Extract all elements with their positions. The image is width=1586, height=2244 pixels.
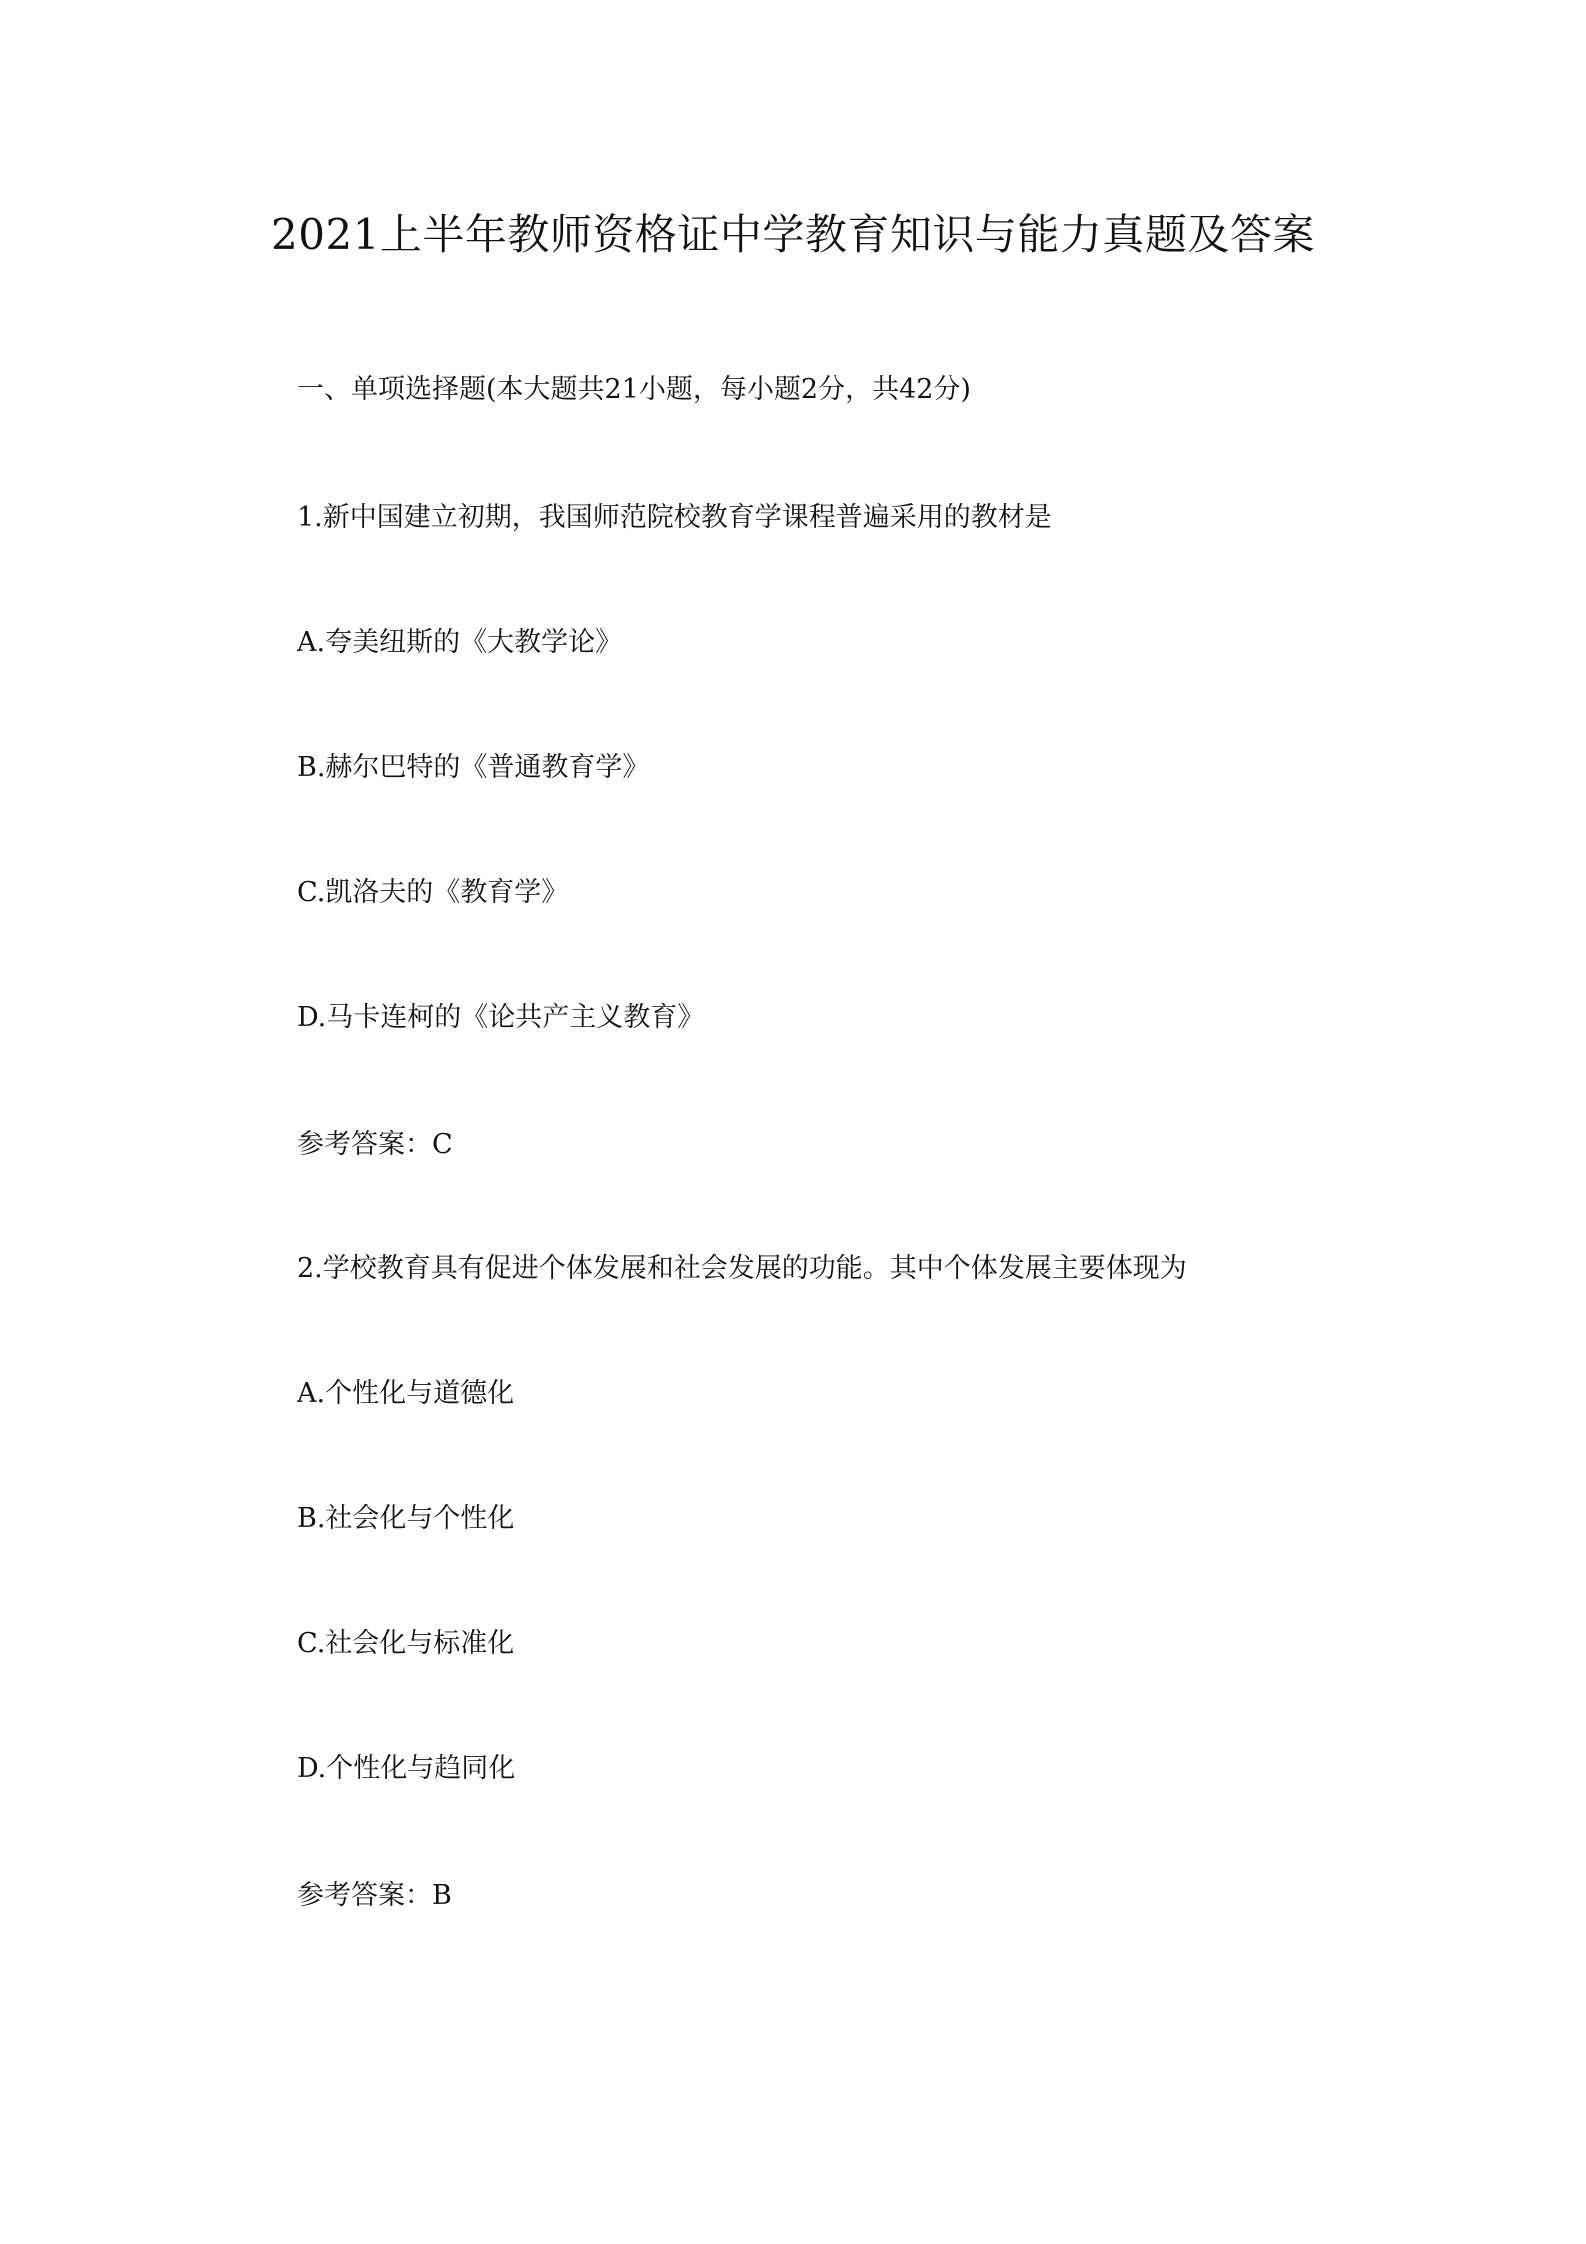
question-1-answer: 参考答案：C <box>297 1129 453 1160</box>
question-2-option-a: A.个性化与道德化 <box>297 1378 515 1409</box>
question-1-option-b: B.赫尔巴特的《普通教育学》 <box>297 752 650 783</box>
document-title: 2021上半年教师资格证中学教育知识与能力真题及答案 <box>271 210 1315 259</box>
question-1-option-c: C.凯洛夫的《教育学》 <box>297 877 569 908</box>
question-2-option-d: D.个性化与趋同化 <box>297 1753 516 1784</box>
question-2-option-c: C.社会化与标准化 <box>297 1628 515 1659</box>
question-2-option-b: B.社会化与个性化 <box>297 1503 515 1534</box>
section-heading: 一、单项选择题(本大题共21小题，每小题2分，共42分) <box>297 374 971 405</box>
question-1-stem: 1.新中国建立初期，我国师范院校教育学课程普遍采用的教材是 <box>297 502 1052 533</box>
question-2-stem: 2.学校教育具有促进个体发展和社会发展的功能。其中个体发展主要体现为 <box>297 1253 1187 1284</box>
question-1-option-d: D.马卡连柯的《论共产主义教育》 <box>297 1002 705 1033</box>
question-2-answer: 参考答案：B <box>297 1880 452 1911</box>
question-1-option-a: A.夸美纽斯的《大教学论》 <box>297 627 623 658</box>
